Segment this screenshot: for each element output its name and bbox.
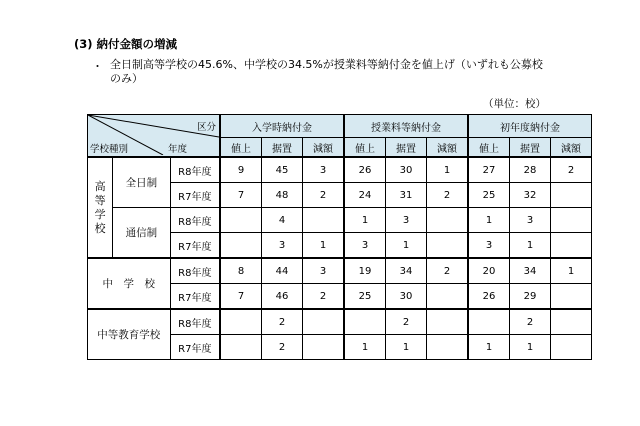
value-cell: 7 [220, 183, 262, 208]
value-cell [220, 309, 262, 335]
value-cell: 1 [427, 157, 469, 183]
table-row [88, 208, 592, 233]
value-cell [551, 208, 592, 233]
value-cell: 1 [386, 335, 427, 360]
zennichi-label: 全日制 [113, 157, 170, 208]
year-cell: R8年度 [170, 258, 220, 284]
value-cell: 4 [262, 208, 303, 233]
value-cell: 46 [262, 284, 303, 310]
sub-header: 減額 [551, 138, 592, 158]
value-cell: 26 [344, 157, 386, 183]
year-cell: R7年度 [170, 284, 220, 310]
table-row [88, 157, 592, 183]
value-cell [220, 233, 262, 259]
year-cell: R7年度 [170, 335, 220, 360]
value-cell: 1 [344, 208, 386, 233]
value-cell [551, 309, 592, 335]
value-cell [551, 183, 592, 208]
value-cell: 24 [344, 183, 386, 208]
value-cell [427, 233, 469, 259]
value-cell: 20 [468, 258, 510, 284]
sub-header: 値上 [344, 138, 386, 158]
table-row [88, 258, 592, 284]
value-cell: 2 [551, 157, 592, 183]
section-heading: (3) 納付金額の増減 [74, 37, 178, 51]
kubun-label: 区分 [196, 122, 216, 133]
school-type-label: 学校種別 [90, 144, 129, 155]
value-cell [303, 208, 345, 233]
unit-label: （単位：校） [483, 98, 546, 110]
value-cell [468, 309, 510, 335]
table-row [88, 309, 592, 335]
chugaku-label: 中 学 校 [88, 258, 171, 309]
value-cell: 3 [510, 208, 551, 233]
value-cell [551, 335, 592, 360]
value-cell: 3 [344, 233, 386, 259]
value-cell: 1 [468, 208, 510, 233]
year-cell: R8年度 [170, 157, 220, 183]
value-cell: 1 [510, 233, 551, 259]
koto-group-label [88, 157, 113, 258]
value-cell: 1 [551, 258, 592, 284]
value-cell: 30 [386, 284, 427, 310]
value-cell: 1 [510, 335, 551, 360]
value-cell: 27 [468, 157, 510, 183]
year-cell: R8年度 [170, 208, 220, 233]
value-cell: 2 [262, 335, 303, 360]
value-cell: 1 [386, 233, 427, 259]
year-cell: R7年度 [170, 233, 220, 259]
value-cell: 1 [344, 335, 386, 360]
value-cell: 2 [427, 183, 469, 208]
value-cell: 1 [303, 233, 345, 259]
diagonal-header-cell [88, 115, 221, 158]
value-cell [220, 335, 262, 360]
sub-header: 値上 [468, 138, 510, 158]
value-cell: 48 [262, 183, 303, 208]
value-cell [427, 335, 469, 360]
value-cell [303, 335, 345, 360]
value-cell: 3 [303, 157, 345, 183]
koto-vertical-text: 高 等 学 校 [94, 179, 106, 235]
value-cell: 2 [303, 284, 345, 310]
tsushin-label: 通信制 [113, 208, 170, 259]
chuto-label: 中等教育学校 [88, 309, 171, 360]
value-cell: 25 [468, 183, 510, 208]
value-cell: 2 [510, 309, 551, 335]
value-cell: 2 [262, 309, 303, 335]
value-cell: 3 [386, 208, 427, 233]
group-header-admission: 入学時納付金 [220, 115, 344, 138]
value-cell: 3 [468, 233, 510, 259]
fee-change-table-wrap [87, 114, 592, 360]
sub-header: 値上 [220, 138, 262, 158]
value-cell: 30 [386, 157, 427, 183]
value-cell: 8 [220, 258, 262, 284]
sub-header: 減額 [303, 138, 345, 158]
year-cell: R7年度 [170, 183, 220, 208]
year-label: 年度 [168, 144, 188, 155]
bullet-mark: ・ [92, 60, 103, 73]
value-cell: 25 [344, 284, 386, 310]
value-cell: 9 [220, 157, 262, 183]
value-cell: 34 [510, 258, 551, 284]
value-cell: 2 [427, 258, 469, 284]
value-cell: 45 [262, 157, 303, 183]
value-cell: 3 [262, 233, 303, 259]
group-header-firstyear: 初年度納付金 [468, 115, 592, 138]
value-cell [427, 284, 469, 310]
value-cell: 32 [510, 183, 551, 208]
value-cell: 19 [344, 258, 386, 284]
value-cell: 44 [262, 258, 303, 284]
value-cell [303, 309, 345, 335]
value-cell: 7 [220, 284, 262, 310]
sub-header: 減額 [427, 138, 469, 158]
value-cell: 2 [386, 309, 427, 335]
value-cell: 1 [468, 335, 510, 360]
sub-header: 据置 [386, 138, 427, 158]
value-cell: 28 [510, 157, 551, 183]
value-cell: 29 [510, 284, 551, 310]
value-cell: 3 [303, 258, 345, 284]
value-cell: 31 [386, 183, 427, 208]
sub-header: 据置 [262, 138, 303, 158]
value-cell: 26 [468, 284, 510, 310]
value-cell [344, 309, 386, 335]
fee-change-table [87, 114, 592, 360]
value-cell: 34 [386, 258, 427, 284]
value-cell [551, 233, 592, 259]
year-cell: R8年度 [170, 309, 220, 335]
group-header-tuition: 授業料等納付金 [344, 115, 468, 138]
sub-header: 据置 [510, 138, 551, 158]
value-cell [427, 208, 469, 233]
value-cell: 2 [303, 183, 345, 208]
value-cell [427, 309, 469, 335]
note-text: 全日制高等学校の45.6%、中学校の34.5%が授業料等納付金を値上げ（いずれも公募校のみ） [110, 58, 543, 85]
value-cell [551, 284, 592, 310]
value-cell [220, 208, 262, 233]
